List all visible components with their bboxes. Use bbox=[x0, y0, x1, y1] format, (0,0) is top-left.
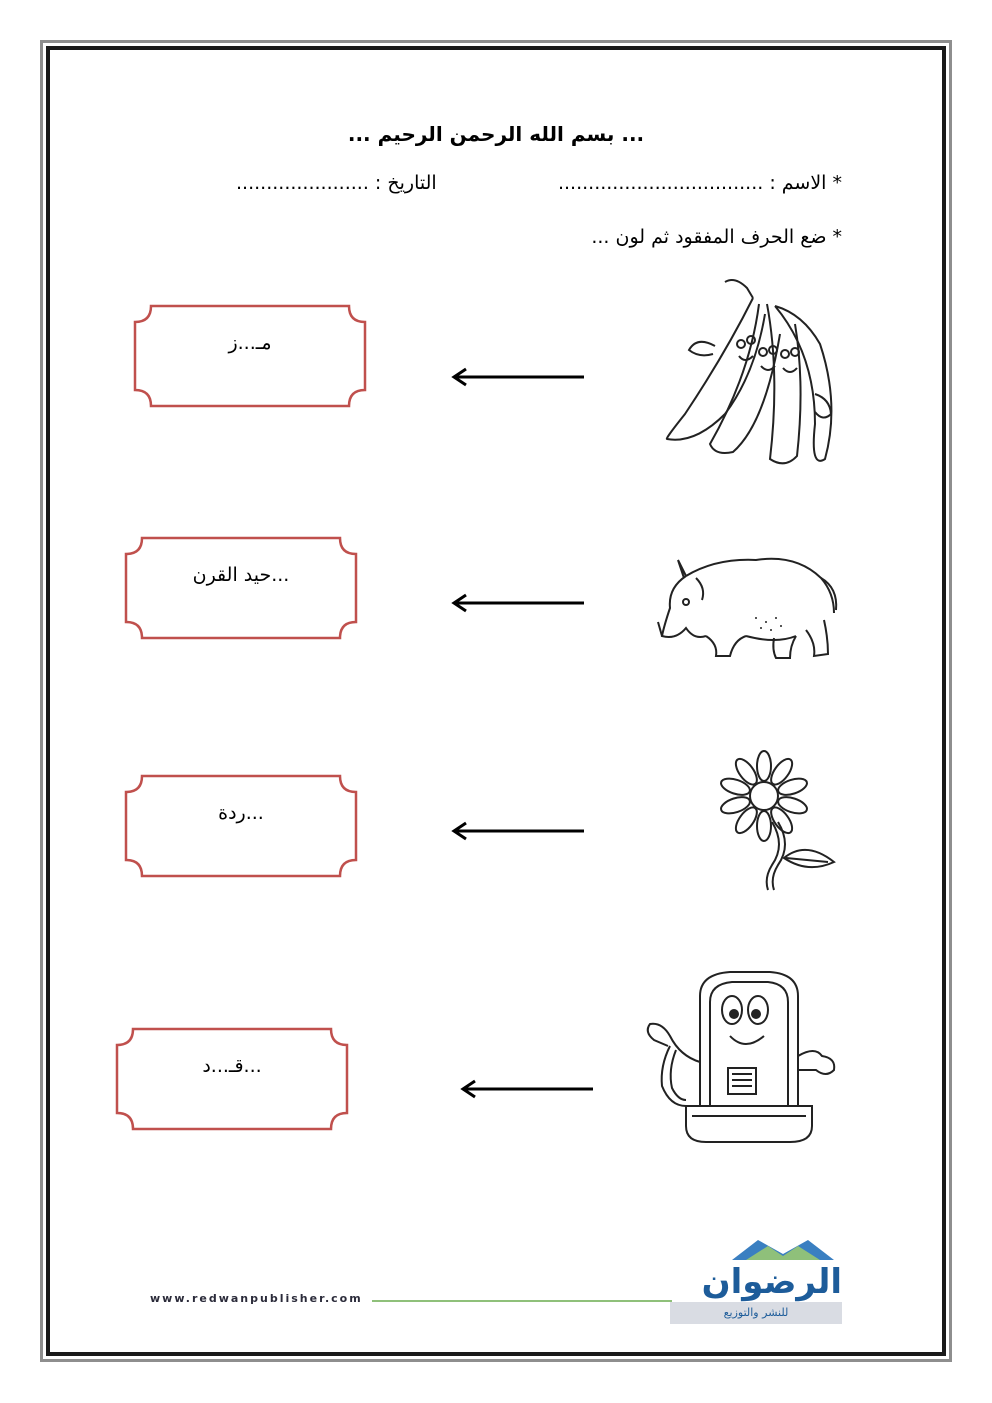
banana-bunch-icon bbox=[655, 274, 840, 474]
word-box-3 bbox=[124, 774, 358, 878]
name-field-line: * الاسم : .................................. bbox=[557, 172, 842, 194]
arrow-left-icon bbox=[448, 592, 588, 614]
word-box-1 bbox=[133, 304, 367, 408]
book-logo-icon bbox=[728, 1236, 838, 1262]
word-text: ...حيد القرن bbox=[192, 564, 290, 586]
footer-divider bbox=[372, 1300, 672, 1302]
date-field-line: التاريخ : ...................... bbox=[236, 172, 437, 194]
word-box-4 bbox=[115, 1027, 349, 1131]
arrow-left-icon bbox=[448, 366, 588, 388]
arrow-left-icon bbox=[457, 1078, 597, 1100]
page-title: ... بسم الله الرحمن الرحيم ... bbox=[347, 122, 645, 146]
word-text: مـ...ز bbox=[228, 332, 272, 354]
flower-icon bbox=[716, 750, 840, 892]
rhinoceros-icon bbox=[656, 548, 842, 664]
fuel-pump-icon bbox=[640, 966, 842, 1150]
instruction-text: * ضع الحرف المفقود ثم لون ... bbox=[591, 226, 842, 248]
word-text: ...قـ...د bbox=[202, 1055, 262, 1077]
logo-name: الرضوان bbox=[701, 1262, 842, 1302]
publisher-url: www.redwanpublisher.com bbox=[150, 1292, 363, 1305]
publisher-logo bbox=[670, 1232, 842, 1324]
word-text: ...ردة bbox=[218, 802, 264, 824]
logo-subtitle: للنشر والتوزيع bbox=[670, 1302, 842, 1324]
arrow-left-icon bbox=[448, 820, 588, 842]
word-box-2 bbox=[124, 536, 358, 640]
